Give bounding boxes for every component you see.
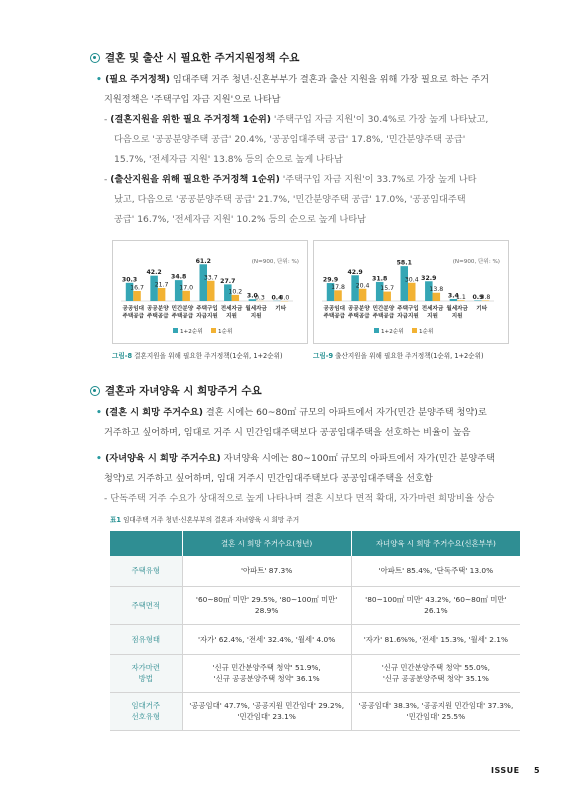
data-label: 0.8 [480, 294, 491, 302]
table-row [110, 692, 520, 730]
table-cell: '공공임대' 38.3%, '공공지원 민간임대' 37.3%, '민간임대' 25.5% [351, 692, 520, 730]
bar-rank1 [359, 289, 367, 301]
legend-swatch [412, 328, 417, 333]
dot-bullet-icon: • [96, 407, 106, 418]
legend-label: 1순위 [419, 329, 434, 335]
data-label: 33.7 [203, 274, 218, 282]
section1-title: 결혼 및 출산 시 필요한 주거지원정책 수요 [90, 50, 299, 65]
category-label: 주택공급 [122, 313, 145, 320]
dot-bullet-icon: • [96, 453, 106, 464]
page-number: 5 [534, 766, 540, 775]
table-header-row: 결혼 시 희망 주거수요(청년) 자녀양육 시 희망 주거수요(신혼부부) [110, 531, 520, 556]
table-row-header: 자가마련 방법 [110, 654, 182, 692]
chart-marriage-svg [113, 241, 307, 343]
circle-bullet-icon [90, 53, 100, 63]
data-label: 16.7 [130, 284, 144, 292]
data-label: 3.0 [246, 292, 258, 300]
bar-rank1 [158, 288, 166, 301]
table-cell: '아파트' 87.3% [182, 556, 351, 586]
table-cell: '신규 민간분양주택 청약' 51.9%, '신규 공공분양주택 청약' 36.1% [182, 654, 351, 692]
data-label: 61.2 [195, 257, 211, 265]
data-label: 34.8 [171, 273, 187, 281]
category-label: 공공분양 [348, 306, 370, 312]
data-label: 21.7 [154, 281, 169, 289]
category-label: 주택공급 [323, 313, 346, 320]
bar-rank1 [232, 295, 240, 301]
chart-note: (N=900, 단위: %) [452, 259, 500, 265]
section2-title: 결혼과 자녀양육 시 희망주거 수요 [90, 383, 262, 398]
data-label: 0.4 [271, 294, 283, 302]
table-cell: '공공임대' 47.7%, '공공지원 민간임대' 29.2%, '민간임대' 23.1% [182, 692, 351, 730]
table-row [110, 654, 520, 692]
category-label: 전세자금 [220, 306, 243, 312]
category-label: 주택공급 [147, 313, 169, 320]
table-cell: '자가' 62.4%, '전세' 32.4%, '월세' 4.0% [182, 624, 351, 654]
bar-rank1 [182, 291, 190, 301]
data-label: 27.7 [220, 277, 236, 285]
legend-swatch [211, 328, 216, 333]
category-label: 민간분양 [171, 306, 194, 312]
data-label: 20.4 [355, 282, 370, 290]
category-label: 주택구입 [397, 306, 419, 312]
legend-swatch [374, 328, 379, 333]
section2-body: • (결혼 시 희망 주거수요) 결혼 시에는 60~80㎡ 규모의 아파트에서 자가(민간 분양주택 청약)로 거주하고 싶어하며, 임대로 거주 시 민간임대주택보다 공공임대주택을 선호하는 비율이 높음 • (자녀양육 시 희망 주거수요) 자녀양육 시에는 80~100㎡ 규모의 아파트에서 자가(민간 분양주택 청약)로 거주하고 싶어하며, 임대 거주시 민간임대주택보다 공공임대주택을 선호함 - 단독주택 거주 수요가 상대적으로 높게 나타나며 결혼 시보다 면적 확대, 자가마련 희망비율 상승 [96, 407, 495, 504]
data-label: 58.1 [396, 259, 412, 267]
category-label: 지원 [451, 313, 463, 320]
data-label: 29.9 [322, 276, 339, 284]
category-label: 주택공급 [348, 313, 370, 320]
data-label: 42.2 [146, 269, 162, 277]
table-row-header: 임대거주 선호유형 [110, 692, 182, 730]
dot-bullet-icon: • [96, 74, 106, 85]
category-label: 지원 [226, 313, 237, 320]
data-label: 17.0 [179, 284, 194, 292]
data-label: 0.0 [279, 294, 290, 302]
table-cell: '60~80㎡ 미만' 29.5%, '80~100㎡ 미만' 28.9% [182, 586, 351, 624]
category-label: 주택공급 [171, 313, 194, 320]
bar-rank1 [433, 293, 441, 301]
data-label: 0.3 [254, 294, 265, 302]
legend-label: 1+2순위 [180, 329, 203, 335]
data-label: 30.4 [404, 276, 419, 284]
category-label: 지원 [427, 313, 438, 320]
housing-demand-table [110, 531, 520, 731]
table-row-header: 점유형태 [110, 624, 182, 654]
data-label: 10.2 [228, 288, 243, 296]
category-label: 기타 [275, 306, 287, 312]
legend-label: 1순위 [218, 329, 233, 335]
data-label: 30.3 [121, 276, 138, 284]
circle-bullet-icon [90, 386, 100, 396]
data-label: 32.9 [421, 274, 437, 282]
category-label: 자금지원 [397, 313, 419, 320]
bar-rank12 [401, 266, 409, 301]
legend-swatch [173, 328, 178, 333]
legend-label: 1+2순위 [381, 329, 404, 335]
bar-rank1 [207, 281, 215, 301]
data-label: 1.1 [455, 293, 466, 301]
table-row-header: 주택면적 [110, 586, 182, 624]
section1-body: • (필요 주거정책) 임대주택 거주 청년·신혼부부가 결혼과 출산 지원을 위해 가장 필요로 하는 주거 지원정책은 '주택구입 자금 지원'으로 나타남 - (결혼지원을 위한 필요 주거정책 1순위) '주택구입 자금 지원'이 30.4%로 가장 높게 나타났고, 다음으로 '공공분양주택 공급' 20.4%, '공공임대주택 공급' 17.8%, '민간분양주택 공급' 15.7%, '전세자금 지원' 13.8% 등의 순으로 높게 나타남 - (출산지원을 위해 필요한 주거정책 1순위) '주택구입 자금 지원'이 33.7%로 가장 높게 나타 났고, 다음으로 '공공분양주택 공급' 21.7%, '민간분양주택 공급' 17.0%, '공공임대주택 공급' 16.7%, '전세자금 지원' 10.2% 등의 순으로 높게 나타남 [96, 74, 489, 225]
bar-rank1 [383, 292, 391, 301]
figure-caption-8: 그림-8 결혼지원을 위해 필요한 주거정책(1순위, 1+2순위) [112, 352, 283, 360]
data-label: 17.8 [331, 283, 345, 291]
category-label: 월세자금 [245, 306, 267, 312]
table-row [110, 624, 520, 654]
table-caption: 표1 임대주택 거주 청년·신혼부부의 결혼과 자녀양육 시 희망 주거 [110, 516, 300, 524]
table-cell: '80~100㎡ 미만' 43.2%, '60~80㎡ 미만' 26.1% [351, 586, 520, 624]
category-label: 주택구입 [196, 306, 218, 312]
footer-label: ISSUE [491, 766, 520, 775]
data-label: 3.4 [447, 292, 459, 300]
data-label: 42.9 [347, 268, 363, 276]
category-label: 전세자금 [421, 306, 444, 312]
category-label: 공공임대 [323, 306, 346, 312]
category-label: 공공임대 [122, 306, 145, 312]
category-label: 민간분양 [372, 306, 395, 312]
chart-birth-svg [314, 241, 508, 343]
bar-rank1 [334, 290, 342, 301]
table-row [110, 586, 520, 624]
table-cell: '자가' 81.6%%, '전세' 15.3%, '월세' 2.1% [351, 624, 520, 654]
category-label: 기타 [476, 306, 488, 312]
category-label: 월세자금 [446, 306, 468, 312]
table-row [110, 556, 520, 586]
category-label: 공공분양 [147, 306, 169, 312]
table-cell: '신규 민간분양주택 청약' 55.0%, '신규 공공분양주택 청약' 35.1% [351, 654, 520, 692]
data-label: 15.7 [380, 285, 395, 293]
bar-rank1 [408, 283, 416, 301]
bar-rank12 [200, 264, 208, 301]
figure-caption-9: 그림-9 출산지원을 위해 필요한 주거정책(1순위, 1+2순위) [313, 352, 484, 360]
chart-birth [313, 240, 509, 344]
category-label: 지원 [250, 313, 262, 320]
bar-rank1 [133, 291, 141, 301]
category-label: 주택공급 [372, 313, 395, 320]
table-cell: '아파트' 85.4%, '단독주택' 13.0% [351, 556, 520, 586]
data-label: 31.8 [372, 275, 388, 283]
data-label: 13.8 [429, 286, 444, 294]
data-label: 0.9 [472, 293, 484, 301]
category-label: 자금지원 [196, 313, 218, 320]
chart-marriage [112, 240, 308, 344]
table-row-header: 주택유형 [110, 556, 182, 586]
chart-note: (N=900, 단위: %) [251, 259, 299, 265]
